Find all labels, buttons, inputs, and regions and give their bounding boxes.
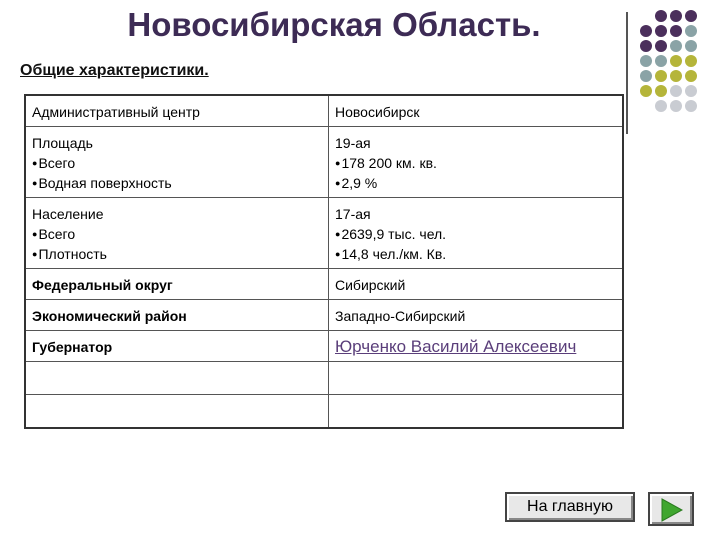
area-water-label: ● Водная поверхность xyxy=(32,173,322,193)
governor-label: Губернатор xyxy=(25,331,329,362)
area-label: Площадь xyxy=(32,135,93,151)
population-cell xyxy=(25,198,329,269)
decor-dot xyxy=(655,100,667,112)
decor-dot xyxy=(655,40,667,52)
empty-cell xyxy=(329,395,624,429)
decor-dot xyxy=(685,55,697,67)
area-total-value: ● 178 200 км. кв. xyxy=(335,153,616,173)
federal-district-value: Сибирский xyxy=(329,269,624,300)
decor-dot xyxy=(670,10,682,22)
home-button[interactable] xyxy=(505,492,635,522)
decor-dot xyxy=(655,70,667,82)
economic-region-value: Западно-Сибирский xyxy=(329,300,624,331)
characteristics-table xyxy=(24,94,624,429)
page-title: Новосибирская Область. xyxy=(127,6,541,43)
decor-dot xyxy=(655,25,667,37)
home-button-label: На главную xyxy=(527,498,613,515)
population-rank: 17-ая xyxy=(335,206,371,222)
population-total-label: ● Всего xyxy=(32,224,322,244)
area-rank: 19-ая xyxy=(335,135,371,151)
area-total-label: ● Всего xyxy=(32,153,322,173)
governor-link[interactable]: Юрченко Василий Алексеевич xyxy=(335,337,577,356)
decor-dot xyxy=(640,55,652,67)
table-row xyxy=(25,127,623,198)
table-row-empty xyxy=(25,395,623,429)
admin-center-value: Новосибирск xyxy=(329,95,624,127)
play-triangle-icon xyxy=(661,498,683,522)
table-row xyxy=(25,269,623,300)
decor-dot xyxy=(685,70,697,82)
admin-center-label: Административный центр xyxy=(25,95,329,127)
next-slide-button[interactable] xyxy=(648,492,694,526)
decor-dot xyxy=(670,85,682,97)
decor-dot xyxy=(685,100,697,112)
decor-dot xyxy=(640,25,652,37)
empty-cell xyxy=(329,362,624,395)
table-row-empty xyxy=(25,362,623,395)
decor-divider xyxy=(626,12,628,134)
decor-dot-grid xyxy=(640,10,700,120)
section-subtitle: Общие характеристики. xyxy=(20,62,209,79)
decor-dot xyxy=(640,40,652,52)
decor-dot xyxy=(670,25,682,37)
area-values-cell xyxy=(329,127,624,198)
decor-dot xyxy=(685,25,697,37)
decor-dot xyxy=(685,85,697,97)
population-total-value: ● 2639,9 тыс. чел. xyxy=(335,224,616,244)
empty-cell xyxy=(25,362,329,395)
area-cell xyxy=(25,127,329,198)
decor-dot xyxy=(655,85,667,97)
decor-dot xyxy=(640,85,652,97)
table-row xyxy=(25,198,623,269)
population-values-cell xyxy=(329,198,624,269)
federal-district-label: Федеральный округ xyxy=(25,269,329,300)
decor-dot xyxy=(670,100,682,112)
empty-cell xyxy=(25,395,329,429)
governor-cell xyxy=(329,331,624,362)
population-label: Население xyxy=(32,206,104,222)
table-row xyxy=(25,331,623,362)
decor-dot xyxy=(670,70,682,82)
decor-dot xyxy=(655,10,667,22)
population-density-value: ● 14,8 чел./км. Кв. xyxy=(335,244,616,264)
decor-dot xyxy=(640,70,652,82)
decor-dot xyxy=(685,10,697,22)
table-row xyxy=(25,300,623,331)
area-water-value: ● 2,9 % xyxy=(335,173,616,193)
decor-dot xyxy=(685,40,697,52)
decor-dot xyxy=(670,55,682,67)
economic-region-label: Экономический район xyxy=(25,300,329,331)
population-density-label: ● Плотность xyxy=(32,244,322,264)
decor-dot xyxy=(655,55,667,67)
decor-dot xyxy=(670,40,682,52)
table-row xyxy=(25,95,623,127)
